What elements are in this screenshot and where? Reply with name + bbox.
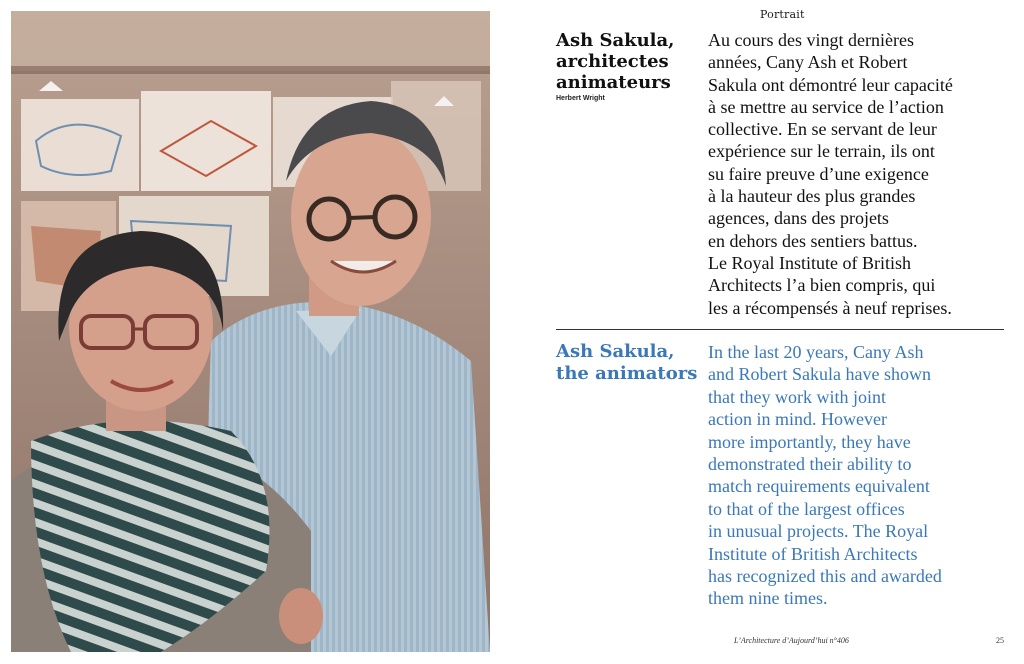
portrait-photo: [11, 11, 490, 652]
byline-author: Herbert Wright: [556, 95, 605, 102]
body-text-english: In the last 20 years, Cany Ash and Robert Sakula have shown that they work with joint action in mind. However more importantly, they have demonstrated their ability to match requirements equivalent to that of the largest offices in unusual projects. The Royal Institute of British Architects has recognized this and awarded them nine times.: [708, 342, 942, 609]
portrait-photo-illustration: [11, 11, 490, 652]
headline-english: Ash Sakula, the animators: [556, 341, 698, 384]
footer-magazine-title: L’Architecture d’Aujourd’hui n°406: [734, 636, 849, 645]
footer-page-number: 25: [996, 636, 1004, 645]
section-divider: [556, 329, 1004, 330]
headline-french: Ash Sakula, architectes animateurs: [556, 30, 675, 93]
body-text-french: Au cours des vingt dernières années, Cany Ash et Robert Sakula ont démontré leur capacité à se mettre au service de l’action collective. En se servant de leur expérience sur le terrain, ils ont su faire preuve d’une exigence à la hauteur des plus grandes agences, dans des projets en dehors des sentiers battus. Le Royal Institute of British Architects l’a bien compris, qui les a récompensés à neuf reprises.: [708, 30, 953, 318]
section-label: Portrait: [760, 8, 805, 21]
